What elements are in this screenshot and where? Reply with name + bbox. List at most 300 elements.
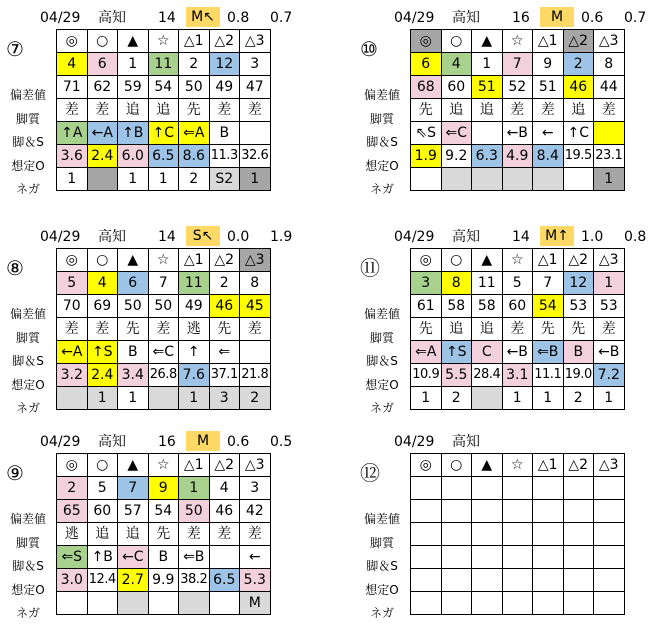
grid-cell: 50 xyxy=(148,295,179,318)
grid-cell: 26.8 xyxy=(148,364,179,387)
grid-cell: 45 xyxy=(240,295,271,318)
race-date: 04/29 xyxy=(40,229,81,245)
grid-cell: 60 xyxy=(502,295,533,318)
grid-cell: 差 xyxy=(209,99,240,122)
grid-row xyxy=(57,76,271,99)
grid-cell xyxy=(502,546,533,569)
row-label: ネガ xyxy=(369,401,394,415)
grid-cell: 先 xyxy=(411,99,442,122)
grid-row xyxy=(411,99,625,122)
grid-cell: △2 xyxy=(563,454,594,477)
grid-cell: 54 xyxy=(533,295,564,318)
grid-cell: B xyxy=(563,341,594,364)
grid-cell: ⇐C xyxy=(441,122,472,145)
track-name: 高知 xyxy=(98,10,126,26)
grid-cell: 8 xyxy=(594,53,625,76)
grid-cell: 5 xyxy=(502,272,533,295)
row-label: 脚質 xyxy=(15,535,40,550)
grid-cell: ↑B xyxy=(87,546,118,569)
grid-cell: ↑S xyxy=(87,341,118,364)
prediction-grid xyxy=(410,29,625,191)
row-label: 脚質 xyxy=(15,111,40,126)
row-label: 想定O xyxy=(365,158,399,173)
grid-cell: ◎ xyxy=(57,249,88,272)
grid-cell: 1 xyxy=(594,272,625,295)
prediction-grid xyxy=(410,248,625,410)
grid-cell: 54 xyxy=(148,500,179,523)
grid-cell: 1 xyxy=(533,387,564,410)
grid-cell: ▲ xyxy=(472,30,503,53)
grid-cell xyxy=(472,546,503,569)
row-label: 脚質 xyxy=(369,111,394,126)
grid-cell: 53 xyxy=(594,295,625,318)
grid-cell: ←B xyxy=(502,122,533,145)
grid-cell: 4 xyxy=(57,53,88,76)
grid-row xyxy=(57,546,271,569)
grid-row xyxy=(411,249,625,272)
grid-row xyxy=(57,272,271,295)
grid-cell: 差 xyxy=(594,318,625,341)
grid-cell: △1 xyxy=(533,30,564,53)
grid-cell: ⇐ xyxy=(209,341,240,364)
grid-cell: 3 xyxy=(240,477,271,500)
grid-cell xyxy=(240,341,271,364)
grid-cell: B xyxy=(118,341,149,364)
row-label: ネガ xyxy=(15,182,40,196)
grid-cell xyxy=(209,546,240,569)
grid-cell xyxy=(472,523,503,546)
grid-cell: B xyxy=(148,546,179,569)
grid-cell: 46 xyxy=(209,295,240,318)
row-label: 脚＆S xyxy=(366,559,398,573)
race-date: 04/29 xyxy=(394,10,435,26)
grid-cell: 3.2 xyxy=(57,364,88,387)
grid-cell: △1 xyxy=(533,249,564,272)
grid-cell: 4 xyxy=(87,272,118,295)
grid-cell xyxy=(472,477,503,500)
grid-cell: 58 xyxy=(441,295,472,318)
race-date: 04/29 xyxy=(394,434,435,450)
grid-cell: 先 xyxy=(209,318,240,341)
grid-cell: ○ xyxy=(441,249,472,272)
grid-cell: △2 xyxy=(209,454,240,477)
grid-cell: 2 xyxy=(179,53,210,76)
grid-cell: ↑A xyxy=(57,122,88,145)
runner-count: 14 xyxy=(158,229,176,245)
grid-row xyxy=(57,249,271,272)
grid-cell xyxy=(502,500,533,523)
row-label: ネガ xyxy=(369,606,394,620)
grid-cell xyxy=(411,477,442,500)
grid-cell xyxy=(472,592,503,615)
grid-cell: 3.6 xyxy=(57,145,88,168)
grid-cell: 19.5 xyxy=(563,145,594,168)
grid-cell xyxy=(411,500,442,523)
grid-cell: 10.9 xyxy=(411,364,442,387)
grid-cell: 差 xyxy=(240,99,271,122)
race-date: 04/29 xyxy=(40,434,81,450)
grid-cell xyxy=(594,122,625,145)
grid-cell: ☆ xyxy=(148,249,179,272)
race-number: ⑧ xyxy=(6,256,24,280)
race-number: ⑫ xyxy=(360,461,380,485)
grid-cell xyxy=(533,500,564,523)
race-date: 04/29 xyxy=(394,229,435,245)
grid-row xyxy=(57,592,271,615)
grid-cell: △2 xyxy=(563,30,594,53)
grid-cell xyxy=(563,168,594,191)
grid-cell: 47 xyxy=(240,76,271,99)
grid-cell xyxy=(441,569,472,592)
grid-cell: 追 xyxy=(87,523,118,546)
grid-cell: ◎ xyxy=(57,30,88,53)
grid-cell: S2 xyxy=(209,168,240,191)
grid-cell: ⇐A xyxy=(411,341,442,364)
grid-cell: 6.3 xyxy=(472,145,503,168)
grid-cell: 5.5 xyxy=(441,364,472,387)
grid-cell: 逃 xyxy=(179,318,210,341)
grid-cell: ▲ xyxy=(118,30,149,53)
pace-value-b: 1.9 xyxy=(270,229,293,245)
grid-cell: 1.9 xyxy=(411,145,442,168)
grid-cell: 差 xyxy=(87,99,118,122)
grid-cell: 1 xyxy=(118,53,149,76)
grid-cell xyxy=(179,592,210,615)
pace-badge: M xyxy=(186,431,220,451)
grid-cell: 差 xyxy=(148,318,179,341)
grid-cell: 44 xyxy=(594,76,625,99)
grid-cell xyxy=(441,168,472,191)
race-header xyxy=(0,430,330,454)
row-labels xyxy=(0,303,56,421)
grid-row xyxy=(57,122,271,145)
row-labels xyxy=(354,84,410,202)
grid-cell xyxy=(594,569,625,592)
grid-row xyxy=(411,364,625,387)
prediction-grid xyxy=(56,248,271,410)
grid-cell: ↑ xyxy=(179,341,210,364)
grid-cell: C xyxy=(472,341,503,364)
grid-cell: 32.6 xyxy=(240,145,271,168)
grid-cell: 8.6 xyxy=(179,145,210,168)
grid-cell: 50 xyxy=(179,76,210,99)
grid-cell: 7 xyxy=(533,272,564,295)
grid-cell xyxy=(472,500,503,523)
pace-value-a: 0.6 xyxy=(227,434,250,450)
grid-cell: 9 xyxy=(148,477,179,500)
grid-cell xyxy=(87,168,118,191)
grid-cell: △2 xyxy=(209,249,240,272)
grid-cell: ←B xyxy=(594,341,625,364)
grid-cell: 追 xyxy=(118,523,149,546)
grid-row xyxy=(57,569,271,592)
grid-cell: 9.9 xyxy=(148,569,179,592)
row-labels xyxy=(354,303,410,421)
grid-cell xyxy=(148,387,179,410)
race-date: 04/29 xyxy=(40,10,81,26)
grid-cell: 51 xyxy=(533,76,564,99)
grid-cell: 1 xyxy=(240,168,271,191)
race-header xyxy=(354,6,671,30)
row-labels xyxy=(0,508,56,626)
grid-cell: ←A xyxy=(57,341,88,364)
grid-cell: 7.6 xyxy=(179,364,210,387)
grid-cell xyxy=(502,477,533,500)
grid-cell xyxy=(563,523,594,546)
grid-cell: △1 xyxy=(179,454,210,477)
grid-cell xyxy=(563,477,594,500)
row-label: 偏差値 xyxy=(363,307,400,321)
grid-cell: 61 xyxy=(411,295,442,318)
grid-cell: △3 xyxy=(594,454,625,477)
row-label: 想定O xyxy=(11,582,45,597)
grid-cell xyxy=(502,523,533,546)
grid-cell: 3.4 xyxy=(118,364,149,387)
grid-cell: 差 xyxy=(57,99,88,122)
grid-cell xyxy=(209,592,240,615)
grid-cell: 2 xyxy=(209,272,240,295)
grid-cell: 53 xyxy=(563,295,594,318)
grid-cell: 6 xyxy=(87,53,118,76)
grid-cell xyxy=(563,592,594,615)
row-labels xyxy=(0,84,56,202)
grid-cell xyxy=(502,592,533,615)
grid-cell: 59 xyxy=(118,76,149,99)
grid-cell: 1 xyxy=(179,387,210,410)
grid-cell: 差 xyxy=(57,318,88,341)
grid-cell: 7 xyxy=(502,53,533,76)
grid-cell xyxy=(533,168,564,191)
grid-cell: △3 xyxy=(240,454,271,477)
grid-cell: 1 xyxy=(118,387,149,410)
grid-cell: 49 xyxy=(179,295,210,318)
grid-cell: ◎ xyxy=(411,30,442,53)
grid-cell: 追 xyxy=(118,99,149,122)
grid-cell: 4 xyxy=(441,53,472,76)
grid-row xyxy=(57,364,271,387)
grid-row xyxy=(411,546,625,569)
grid-cell: 11 xyxy=(179,272,210,295)
row-label: 想定O xyxy=(365,582,399,597)
grid-cell: 69 xyxy=(87,295,118,318)
grid-cell: 逃 xyxy=(57,523,88,546)
grid-cell: ◎ xyxy=(411,249,442,272)
grid-cell xyxy=(411,546,442,569)
grid-cell: 5.3 xyxy=(240,569,271,592)
grid-cell: 11.3 xyxy=(209,145,240,168)
track-name: 高知 xyxy=(98,229,126,245)
grid-cell: 46 xyxy=(563,76,594,99)
grid-row xyxy=(411,145,625,168)
grid-cell: ○ xyxy=(87,30,118,53)
grid-cell xyxy=(563,500,594,523)
grid-row xyxy=(411,387,625,410)
grid-row xyxy=(411,477,625,500)
grid-cell xyxy=(594,592,625,615)
grid-cell: ☆ xyxy=(148,30,179,53)
grid-cell: 8 xyxy=(240,272,271,295)
row-label: 脚＆S xyxy=(366,135,398,149)
grid-cell: 9.2 xyxy=(441,145,472,168)
row-labels xyxy=(354,508,410,626)
grid-cell: 21.8 xyxy=(240,364,271,387)
grid-cell xyxy=(594,546,625,569)
grid-row xyxy=(57,454,271,477)
grid-row xyxy=(57,387,271,410)
grid-cell: ↑C xyxy=(148,122,179,145)
grid-cell: 11 xyxy=(472,272,503,295)
grid-cell: 先 xyxy=(179,99,210,122)
grid-cell: ↑C xyxy=(563,122,594,145)
grid-cell: 70 xyxy=(57,295,88,318)
grid-cell: 2.4 xyxy=(87,364,118,387)
grid-cell: 58 xyxy=(472,295,503,318)
grid-cell: ◎ xyxy=(57,454,88,477)
grid-cell: △1 xyxy=(179,30,210,53)
grid-cell: 1 xyxy=(472,53,503,76)
row-label: 脚質 xyxy=(369,535,394,550)
grid-cell: 先 xyxy=(148,523,179,546)
grid-cell: 1 xyxy=(179,477,210,500)
grid-row xyxy=(57,341,271,364)
grid-cell: 12 xyxy=(209,53,240,76)
race-header xyxy=(0,225,330,249)
grid-cell: 6.5 xyxy=(209,569,240,592)
grid-cell: 3 xyxy=(240,53,271,76)
grid-cell: ← xyxy=(240,546,271,569)
grid-row xyxy=(57,168,271,191)
grid-row xyxy=(411,318,625,341)
pace-value-b: 0.5 xyxy=(270,434,293,450)
grid-cell: ▲ xyxy=(472,454,503,477)
race-header xyxy=(354,225,671,249)
grid-cell xyxy=(441,477,472,500)
grid-row xyxy=(57,99,271,122)
grid-cell: ⇐B xyxy=(533,341,564,364)
grid-row xyxy=(411,53,625,76)
grid-cell: 28.4 xyxy=(472,364,503,387)
prediction-grid xyxy=(410,453,625,615)
grid-cell: ⇖S xyxy=(411,122,442,145)
grid-cell: 追 xyxy=(441,99,472,122)
pace-value-a: 0.8 xyxy=(227,10,250,26)
grid-row xyxy=(411,523,625,546)
grid-cell: ▲ xyxy=(472,249,503,272)
grid-cell: 5 xyxy=(57,272,88,295)
grid-cell: 6 xyxy=(118,272,149,295)
grid-cell xyxy=(441,500,472,523)
pace-value-a: 0.0 xyxy=(227,229,250,245)
race-header xyxy=(0,6,330,30)
prediction-grid xyxy=(56,453,271,615)
grid-cell xyxy=(563,569,594,592)
grid-cell: 49 xyxy=(209,76,240,99)
grid-cell: △3 xyxy=(240,30,271,53)
grid-cell xyxy=(87,592,118,615)
grid-cell: 7 xyxy=(118,477,149,500)
row-label: 想定O xyxy=(11,377,45,392)
grid-cell: △1 xyxy=(179,249,210,272)
grid-cell: 11 xyxy=(148,53,179,76)
pace-value-b: 0.7 xyxy=(624,10,647,26)
grid-cell: 60 xyxy=(87,500,118,523)
grid-cell: ←C xyxy=(118,546,149,569)
grid-cell: △2 xyxy=(209,30,240,53)
pace-badge: M xyxy=(540,7,574,27)
grid-cell: 2 xyxy=(441,387,472,410)
grid-cell: 1 xyxy=(87,387,118,410)
grid-cell: 差 xyxy=(594,99,625,122)
row-label: 偏差値 xyxy=(363,512,400,526)
race-panel xyxy=(354,6,671,216)
grid-cell: 2 xyxy=(57,477,88,500)
grid-row xyxy=(411,76,625,99)
grid-cell: ☆ xyxy=(148,454,179,477)
row-label: 脚質 xyxy=(15,330,40,345)
grid-cell: 差 xyxy=(87,318,118,341)
row-label: 脚＆S xyxy=(12,559,44,573)
grid-cell xyxy=(472,122,503,145)
runner-count: 14 xyxy=(158,10,176,26)
grid-cell: 3.1 xyxy=(502,364,533,387)
grid-row xyxy=(411,122,625,145)
track-name: 高知 xyxy=(452,434,480,450)
track-name: 高知 xyxy=(98,434,126,450)
grid-cell: 3.0 xyxy=(57,569,88,592)
race-panel xyxy=(0,6,330,216)
grid-cell: △1 xyxy=(533,454,564,477)
grid-cell: 12 xyxy=(563,272,594,295)
grid-row xyxy=(57,523,271,546)
pace-value-a: 0.6 xyxy=(581,10,604,26)
grid-row xyxy=(411,569,625,592)
race-number: ⑩ xyxy=(360,37,378,61)
grid-row xyxy=(411,168,625,191)
grid-cell: 1 xyxy=(411,387,442,410)
grid-cell: 65 xyxy=(57,500,88,523)
grid-cell: 1 xyxy=(118,168,149,191)
grid-cell: 3 xyxy=(209,387,240,410)
runner-count: 16 xyxy=(158,434,176,450)
grid-cell: 42 xyxy=(240,500,271,523)
grid-row xyxy=(411,454,625,477)
pace-value-a: 1.0 xyxy=(581,229,604,245)
prediction-grid xyxy=(56,29,271,191)
grid-cell: 11.1 xyxy=(533,364,564,387)
grid-cell: 68 xyxy=(411,76,442,99)
grid-cell: 1 xyxy=(57,168,88,191)
grid-cell: 2 xyxy=(563,387,594,410)
pace-badge: M↑ xyxy=(540,226,574,246)
grid-row xyxy=(57,53,271,76)
race-panel xyxy=(0,225,330,435)
grid-cell: 1 xyxy=(594,387,625,410)
grid-cell xyxy=(118,592,149,615)
grid-cell: 3 xyxy=(411,272,442,295)
grid-cell: 8.4 xyxy=(533,145,564,168)
row-label: 偏差値 xyxy=(363,88,400,102)
pace-value-b: 0.8 xyxy=(624,229,647,245)
grid-cell xyxy=(441,546,472,569)
grid-cell: ○ xyxy=(441,454,472,477)
race-panel xyxy=(354,225,671,435)
grid-cell xyxy=(533,477,564,500)
runner-count: 16 xyxy=(512,10,530,26)
grid-cell xyxy=(411,168,442,191)
pace-badge xyxy=(540,431,574,451)
grid-cell: ⇐C xyxy=(148,341,179,364)
track-name: 高知 xyxy=(452,10,480,26)
